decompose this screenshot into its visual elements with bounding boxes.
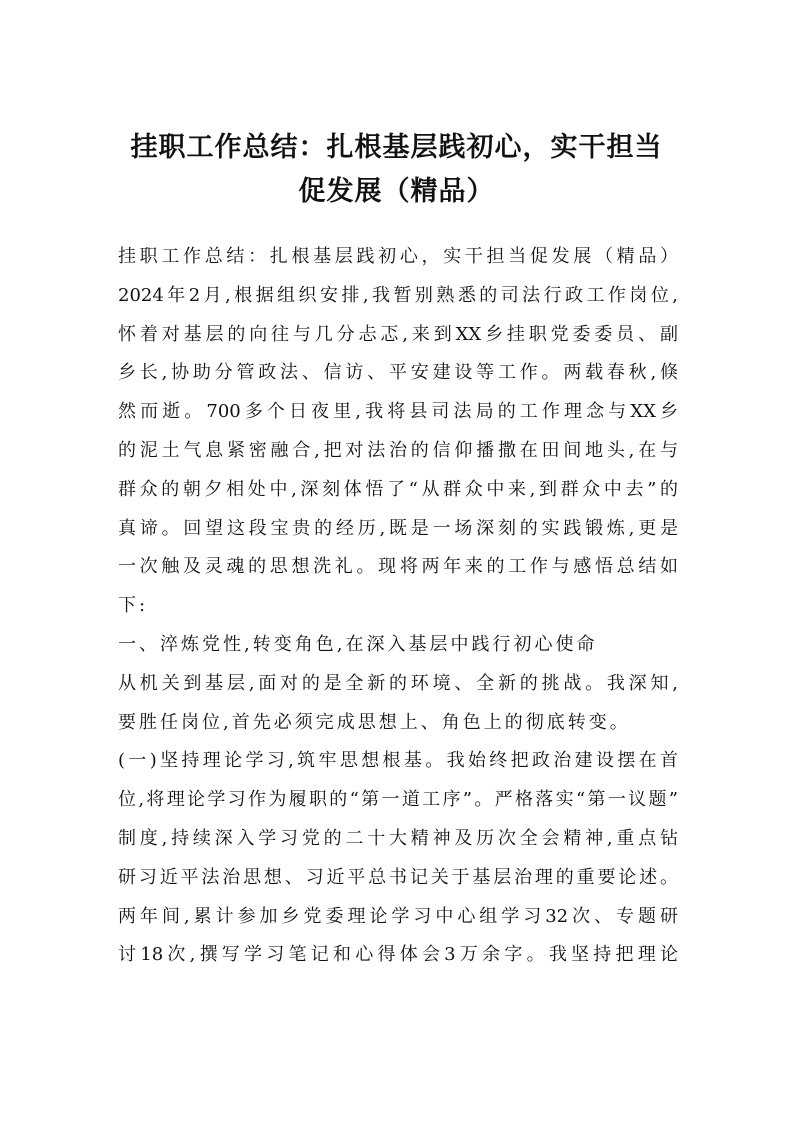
body-text-line: 从机关到基层,面对的是全新的环境、全新的挑战。我深知, bbox=[118, 672, 678, 694]
body-text-line: 的泥土气息紧密融合,把对法治的信仰播撒在田间地头,在与 bbox=[118, 439, 678, 461]
body-text-line: 乡长,协助分管政法、信访、平安建设等工作。两载春秋,倏 bbox=[118, 362, 678, 384]
body-text-line: 讨18次,撰写学习笔记和心得体会3万余字。我坚持把理论 bbox=[118, 944, 678, 966]
body-text-line: 一次触及灵魂的思想洗礼。现将两年来的工作与感悟总结如 bbox=[118, 556, 678, 578]
body-text-line: 一、淬炼党性,转变角色,在深入基层中践行初心使命 bbox=[118, 633, 598, 655]
body-text-line: 制度,持续深入学习党的二十大精神及历次全会精神,重点钻 bbox=[118, 827, 678, 849]
document-title-line-2: 促发展（精品） bbox=[298, 176, 495, 207]
body-text-line: 真谛。回望这段宝贵的经历,既是一场深刻的实践锻炼,更是 bbox=[118, 517, 678, 539]
document-title-line-1: 挂职工作总结：扎根基层践初心，实干担当 bbox=[130, 132, 663, 163]
body-text-line: 然而逝。700多个日夜里,我将县司法局的工作理念与XX乡 bbox=[118, 401, 678, 423]
body-text-line: 两年间,累计参加乡党委理论学习中心组学习32次、专题研 bbox=[118, 905, 678, 927]
body-text-line: 怀着对基层的向往与几分忐忑,来到XX乡挂职党委委员、副 bbox=[118, 323, 678, 345]
body-text-line: 研习近平法治思想、习近平总书记关于基层治理的重要论述。 bbox=[118, 866, 678, 888]
body-text-line: 2024年2月,根据组织安排,我暂别熟悉的司法行政工作岗位, bbox=[118, 284, 678, 306]
body-text-line: 位,将理论学习作为履职的“第一道工序”。严格落实“第一议题” bbox=[118, 789, 678, 811]
body-text-line: 挂职工作总结：扎根基层践初心，实干担当促发展（精品） bbox=[118, 246, 678, 267]
body-text-line: 要胜任岗位,首先必须完成思想上、角色上的彻底转变。 bbox=[118, 711, 631, 733]
body-text-line: 群众的朝夕相处中,深刻体悟了“从群众中来,到群众中去”的 bbox=[118, 478, 678, 500]
body-text-line: 下: bbox=[118, 595, 149, 617]
document-body bbox=[118, 238, 678, 975]
body-text-line: (一)坚持理论学习,筑牢思想根基。我始终把政治建设摆在首 bbox=[118, 750, 678, 772]
